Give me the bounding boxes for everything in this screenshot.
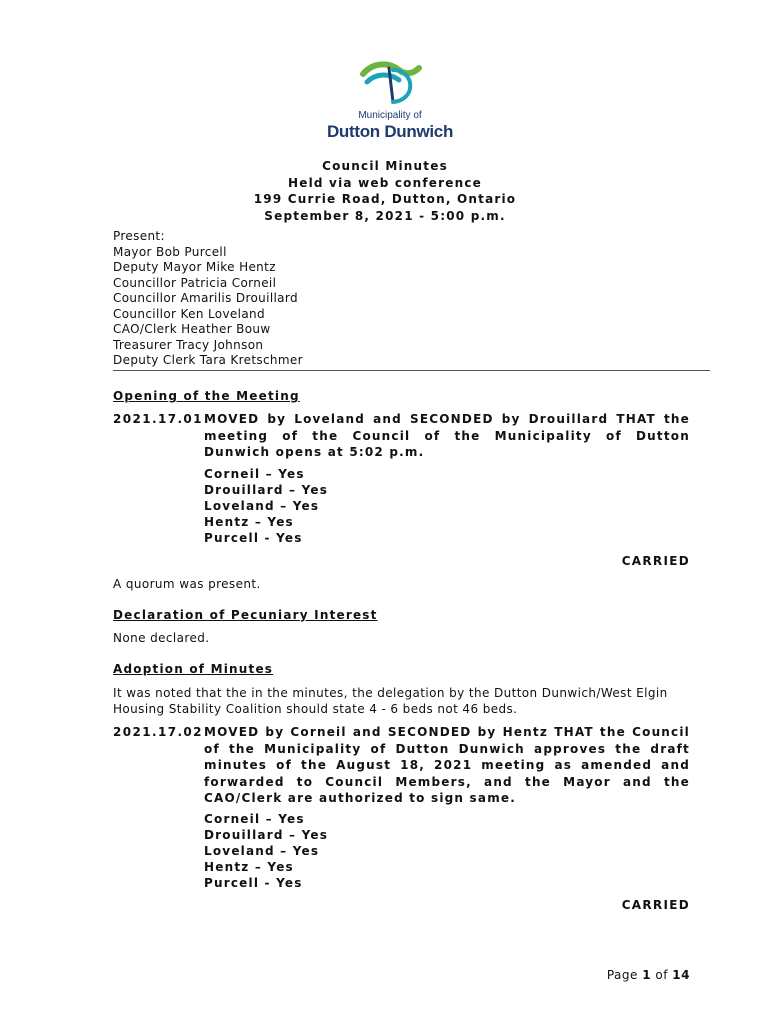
attendee: Councillor Ken Loveland <box>113 306 265 321</box>
document-header <box>0 158 770 224</box>
attendee: Deputy Mayor Mike Hentz <box>113 260 276 274</box>
vote-record: Drouillard – Yes <box>204 828 329 842</box>
vote-list-opening <box>204 466 328 546</box>
logo-text-municipality: Municipality of <box>358 110 422 121</box>
vote-record: Corneil – Yes <box>204 812 305 826</box>
header-title: Council Minutes <box>322 159 448 173</box>
quorum-note: A quorum was present. <box>113 577 261 591</box>
heading-opening: Opening of the Meeting <box>113 389 300 403</box>
motion-number-opening: 2021.17.01 <box>113 412 203 426</box>
page-footer <box>607 967 690 983</box>
logo-text-name: Dutton Dunwich <box>326 122 454 141</box>
header-date: September 8, 2021 - 5:00 p.m. <box>264 208 506 223</box>
header-address: 199 Currie Road, Dutton, Ontario <box>253 192 517 206</box>
page-current: 1 <box>642 968 652 982</box>
motion-text-opening: MOVED by Loveland and SECONDED by Drouillard THAT the meeting of the Council of the Municipality of Dutton Dunwich opens at 5:02 p.m. <box>204 412 690 459</box>
vote-record: Drouillard – Yes <box>204 483 329 497</box>
page-total: 14 <box>672 968 690 982</box>
vote-record: Purcell - Yes <box>204 876 303 890</box>
motion-number-adoption: 2021.17.02 <box>113 725 203 739</box>
vote-record: Hentz – Yes <box>204 860 294 874</box>
attendee: Councillor Patricia Corneil <box>113 275 277 290</box>
heading-adoption: Adoption of Minutes <box>113 662 274 676</box>
vote-record: Corneil – Yes <box>204 467 305 481</box>
vote-record: Hentz – Yes <box>204 515 294 529</box>
page-word: Page <box>606 968 638 982</box>
attendee: Mayor Bob Purcell <box>113 244 227 259</box>
dutton-dunwich-logo-icon <box>355 56 425 106</box>
attendee: Treasurer Tracy Johnson <box>113 337 264 352</box>
of-word: of <box>655 968 668 982</box>
heading-pecuniary: Declaration of Pecuniary Interest <box>113 608 378 622</box>
header-venue: Held via web conference <box>288 175 482 190</box>
attendance-label: Present: <box>113 229 165 243</box>
vote-record: Loveland – Yes <box>204 499 320 513</box>
motion-text-adoption: MOVED by Corneil and SECONDED by Hentz THAT the Council of the Municipality of Dutton Dunwich approves the draft minutes of the August 18, 2021 meeting as amended and forwarded to Council Members, and the Mayor and the CAO/Clerk are authorized to sign same. <box>204 725 690 805</box>
pecuniary-text: None declared. <box>113 631 210 645</box>
result-adoption: CARRIED <box>621 898 690 912</box>
adoption-note: It was noted that the in the minutes, the delegation by the Dutton Dunwich/West Elgin Housing Stability Coalition should state 4 - 6 beds not 46 beds. <box>113 686 668 716</box>
vote-record: Loveland – Yes <box>204 844 320 858</box>
section-divider <box>113 370 710 371</box>
result-opening: CARRIED <box>621 554 690 568</box>
attendee: CAO/Clerk Heather Bouw <box>113 322 271 336</box>
municipality-logo <box>320 56 460 148</box>
vote-record: Purcell - Yes <box>204 531 303 545</box>
vote-list-adoption <box>204 811 328 891</box>
attendee: Councillor Amarilis Drouillard <box>113 291 298 305</box>
attendance-list <box>113 229 303 369</box>
attendee: Deputy Clerk Tara Kretschmer <box>113 353 303 367</box>
